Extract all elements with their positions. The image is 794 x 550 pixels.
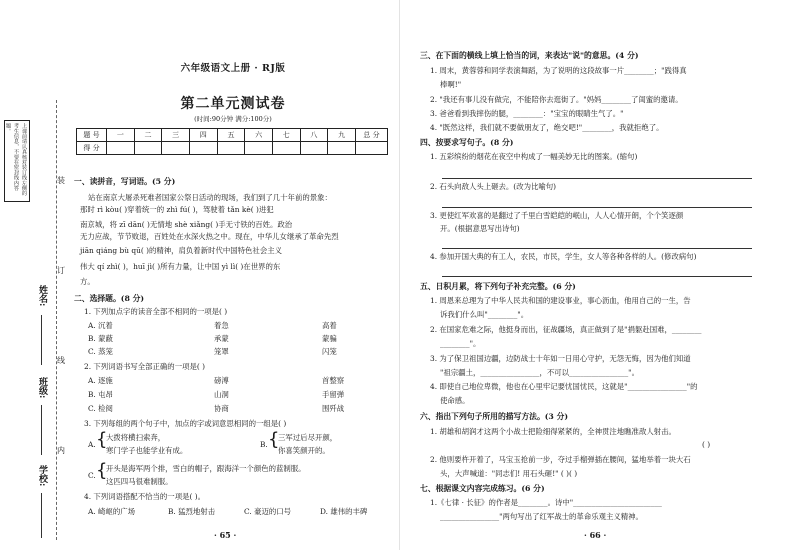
score-header-cell: 四 [189,129,217,142]
answer-line[interactable] [442,276,752,277]
seal-char: 装 [57,176,65,185]
option-word: 高着 [322,321,337,330]
seal-char: 订 [57,266,65,275]
option-word: 首整察 [322,376,345,385]
score-cell[interactable] [328,142,356,155]
passage-line: 站在南京大屠杀死难者国家公祭日活动的现场，我们到了几十年前的景象： [88,193,332,202]
question-1: 1. 下列加点字的读音全部不相同的一项是( ) [84,307,228,316]
task-item: 4. 参加开国大典的有工人，农民，市民，学生，女人等各种各样的人。(修改病句) [430,252,697,261]
score-header-cell: 一 [107,129,135,142]
fill-line: 2. 在国家危难之际，他挺身而出，征战疆场，真正做到了是"捐躯赴国难，________ [430,325,702,334]
fill-line: 3. 为了保卫祖国边疆，边防战士十年如一日用心守护，无怨无悔，因为他们知道 [430,354,691,363]
score-table [76,128,388,155]
binding-margin [0,0,66,550]
q3-c-sentence: 开头是海军两个排，雪白的帽子，跟海洋一个颜色的蓝制服。 [106,464,306,473]
task-item: 3. 更使红军欢喜的是翻过了千里白雪皑皑的岷山，人人心情开朗，个个笑逐颜 [430,211,684,220]
section-6-title: 六、指出下列句子所用的描写方法。(3 分) [420,412,569,421]
brace-icon: { [96,429,108,450]
passage-line: 方。 [80,277,95,286]
fill-line: 1. 周恩来总理为了中华人民共和国的建设事业，事心沥血，他用自己的一生，告 [430,296,691,305]
score-header-cell: 三 [162,129,190,142]
score-cell[interactable] [272,142,300,155]
passage-line: 南京城，将 zī dān( )无情地 shè xiǎng( )手无寸铁的百姓。政治 [80,220,293,229]
seal-char: 内 [57,446,65,455]
class-label: 班级: [37,377,47,399]
fill-line: 4. 即使自己地位卑微，他也在心里牢记要忧国忧民，这就是"________________"的 [430,382,698,391]
answer-blank[interactable]: ( ) [702,440,711,449]
fill-line: 1. 胡雄和胡润才这两个小战士把险细得紧紧的，全神贯注地瞧准敌人射击。 [430,427,676,436]
option-word: 笼罩 [214,347,229,356]
q3-b-sentence: 三军过后尽开颜， [278,433,338,442]
section-5-title: 五、日积月累，将下列句子补充完整。(6 分) [420,282,576,291]
fill-line: 1. 周末，黄蓉蓉和同学表演舞蹈，为了说明的这段故事一片________；"践得真 [430,66,687,75]
option-word: 磅溥 [214,376,229,385]
option-word: 闪笼 [322,347,337,356]
score-header-cell: 八 [300,129,328,142]
section-4-title: 四、按要求写句子。(8 分) [420,138,514,147]
option-word: 承蒙 [214,334,229,343]
fill-line: 头，大声喊道："同志们! 用石头砸!" ( )( ) [440,469,578,478]
section-7-title: 七、根据课文内容完成练习。(6 分) [420,484,545,493]
fill-line: 2. "我还有事儿没有做完，不能陪你去逛街了。"妈妈________了闺蜜的邀请。 [430,95,683,104]
score-header-cell: 五 [217,129,245,142]
passage-line: 无力应战，节节败退，百姓处在水深火热之中。现在，中华儿女继承了革命先烈 [80,232,339,241]
q3-b-sentence: 你喜笑颜开的。 [278,446,330,455]
question-2: 2. 下列词语书写全部正确的一项是( ) [84,362,205,371]
option-word: 山洞 [214,390,229,399]
score-cell[interactable] [245,142,273,155]
task-item: 2. 石头向敌人头上砸去。(改为比喻句) [430,182,557,191]
question-3: 3. 下列每组的两个句子中，加点的字或词意思相同的一组是( ) [84,419,287,428]
answer-line[interactable] [442,178,752,179]
score-cell[interactable] [217,142,245,155]
name-label: 姓名: [37,285,47,307]
score-header-cell: 九 [328,129,356,142]
fill-line: 诉我们什么叫"________"。 [440,310,529,319]
option-a[interactable]: A. 沉着 [88,321,113,330]
q3-a-sentence: 大拨将横扫索奔， [106,433,166,442]
notice-box: 上课前请认真核对装订线左侧的考生信息，不要在密封线内答题。 [4,120,30,202]
page-title: 第二单元测试卷 [180,96,286,112]
score-cell[interactable] [356,142,388,155]
score-cell[interactable] [189,142,217,155]
score-value-row [77,142,388,155]
option-a[interactable]: A. 逐施 [88,376,113,385]
seal-char: 线 [57,356,65,365]
question-4: 4. 下列词语搭配不恰当的一项是( )。 [84,492,205,501]
passage-line: 那时 rì kòu( )穿着统一的 zhì fú( )，驾驶着 tǎn kè( )进犯 [80,205,274,214]
brace-icon: { [268,429,280,450]
score-row-label: 得 分 [77,142,107,155]
option-c[interactable]: C. 豪迈的口号 [244,507,292,516]
score-header-cell: 六 [245,129,273,142]
option-b[interactable]: B. 猛烈地射击 [168,507,216,516]
school-line[interactable] [41,493,42,538]
score-cell[interactable] [134,142,162,155]
option-word: 着急 [214,321,229,330]
option-a-label[interactable]: A. [88,440,96,449]
score-cell[interactable] [300,142,328,155]
option-c[interactable]: C. 检阅 [88,404,113,413]
section-1-title: 一、读拼音，写词语。(5 分) [74,177,176,186]
score-header-cell: 七 [272,129,300,142]
school-label: 学校: [37,465,47,487]
fill-line: 4. "既然这样，我们就不要做朋友了，绝交吧!"________，我就拒绝了。 [430,123,664,132]
option-b[interactable]: B. 蒙蔽 [88,334,113,343]
option-word: 协商 [214,404,229,413]
page-number: · 65 · [214,530,237,540]
score-cell[interactable] [162,142,190,155]
score-header-cell: 题 号 [77,129,107,142]
fill-line: ________"。 [440,339,481,348]
section-3-title: 三、在下面的横线上填上恰当的词，来表达"说"的意思。(4 分) [420,51,639,60]
score-header-row [77,129,388,142]
answer-line[interactable] [442,207,752,208]
task-item: 开。(根据意思写出诗句) [440,224,520,233]
right-page [402,0,794,550]
page-number: · 66 · [584,530,607,540]
option-word: 手留弹 [322,390,345,399]
option-b-label[interactable]: B. [260,440,268,449]
score-cell[interactable] [107,142,135,155]
passage-line: 伟大 qí zhì( )，huī jì( )所有力量，让中国 yì lì( )在世界的东 [80,262,281,271]
fill-line: ________________"两句写出了红军战士的革命乐观主义精神。 [440,512,643,521]
name-line[interactable] [41,315,42,365]
option-d[interactable]: D. 雄伟的丰碑 [320,507,368,516]
option-word: 围歼战 [322,404,345,413]
score-header-cell: 总 分 [356,129,388,142]
passage-line: jiān qiáng bù qū( )的精神，肩负着新时代中国特色社会主义 [80,246,282,255]
option-word: 蒙骗 [322,334,337,343]
fill-line: 3. 爸爸看到我摔伤的腿，________："宝宝的眼睛生气了。" [430,109,624,118]
brace-icon: { [96,460,108,481]
option-c[interactable]: C. 蒸笼 [88,347,113,356]
task-item: 1. 五彩缤纷的烟花在夜空中构成了一幅美妙无比的图案。(缩句) [430,152,638,161]
score-header-cell: 二 [134,129,162,142]
fill-line: "祖宗疆土，________________，不可以________________"。 [440,368,639,377]
q3-a-sentence: 寒门学子也能学业有成。 [106,446,188,455]
fill-line: 棒啊!" [440,80,462,89]
option-b[interactable]: B. 屯昂 [88,390,113,399]
section-2-title: 二、选择题。(8 分) [74,294,145,303]
class-line[interactable] [41,405,42,455]
fill-line: 2. 他则要杵开着了，马宝玉抢前一步，夺过手榴弹插在腰间，猛地举着一块大石 [430,455,691,464]
answer-line[interactable] [442,248,752,249]
option-c-label[interactable]: C. [88,471,96,480]
q3-c-sentence: 这匹四马很难制服。 [106,477,173,486]
binding-dash-line [56,100,57,540]
option-a[interactable]: A. 崎岖的广场 [88,507,135,516]
fill-line: 使命感。 [440,396,470,405]
time-score-info: (时间:90分钟 满分:100分) [194,115,272,123]
header-subtitle: 六年级语文上册 · RJ版 [180,63,286,74]
fill-line: 1.《七律 · 长征》的作者是________。诗中"________________________ [430,498,662,507]
